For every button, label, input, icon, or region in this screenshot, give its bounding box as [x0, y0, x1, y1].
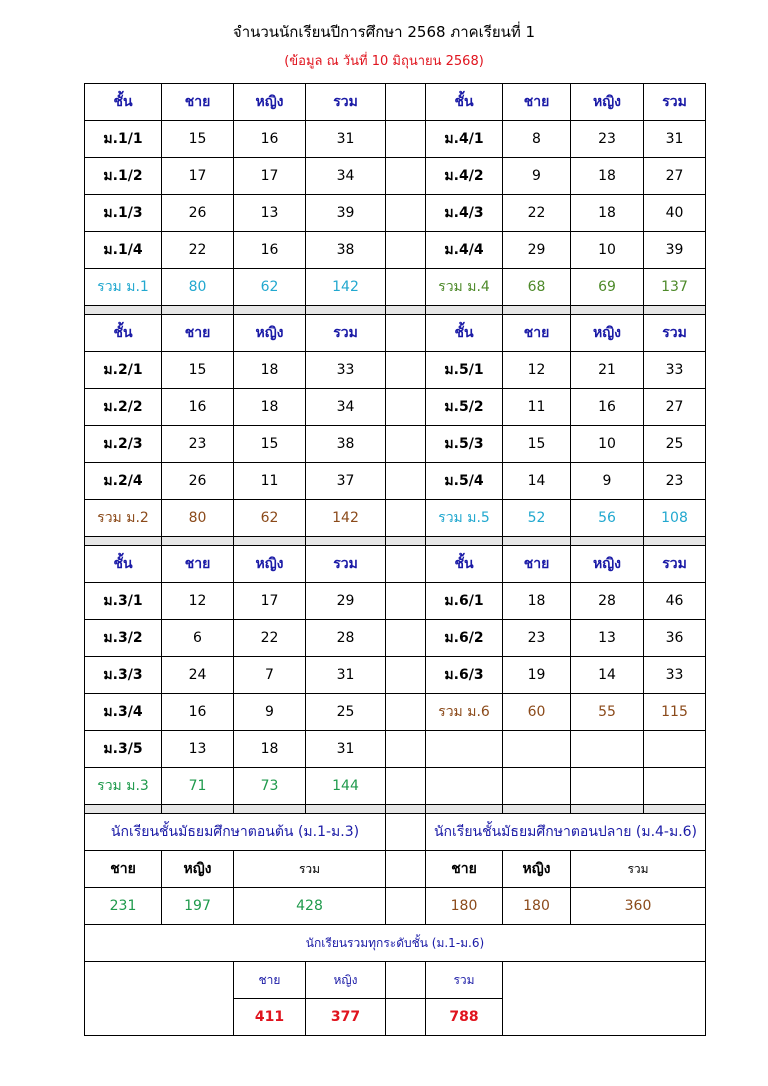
header-total: รวม: [306, 84, 386, 121]
header-total: รวม: [571, 851, 706, 888]
header-male: ชาย: [85, 851, 162, 888]
female-count: 17: [234, 158, 306, 195]
spacer-cell: [386, 121, 426, 158]
female-count: 18: [571, 158, 644, 195]
lower-grand-total: 428: [234, 888, 386, 925]
upper-female-total: 180: [503, 888, 571, 925]
female-count: 13: [234, 195, 306, 232]
male-count: 26: [162, 463, 234, 500]
male-count: 22: [162, 232, 234, 269]
male-count: 15: [162, 121, 234, 158]
female-count: 9: [571, 463, 644, 500]
subtotal-male: 71: [162, 768, 234, 805]
class-name: ม.5/1: [426, 352, 503, 389]
spacer-cell: [386, 620, 426, 657]
table-header-row: [85, 546, 706, 583]
table-row: [85, 620, 706, 657]
spacer-cell: [386, 195, 426, 232]
class-name: ม.1/2: [85, 158, 162, 195]
grand-male-total: 411: [234, 999, 306, 1036]
page-title: จำนวนนักเรียนปีการศึกษา 2568 ภาคเรียนที่ 1: [232, 23, 536, 41]
table-row: [85, 583, 706, 620]
header-female: หญิง: [306, 962, 386, 999]
female-count: 23: [571, 121, 644, 158]
header-total: รวม: [644, 84, 706, 121]
header-male: ชาย: [234, 962, 306, 999]
lower-secondary-title: นักเรียนชั้นมัธยมศึกษาตอนต้น (ม.1-ม.3): [85, 814, 386, 851]
header-female: หญิง: [234, 84, 306, 121]
header-female: หญิง: [234, 546, 306, 583]
spacer-cell: [386, 232, 426, 269]
total-count: 34: [306, 389, 386, 426]
table-row: [85, 232, 706, 269]
header-male: ชาย: [503, 84, 571, 121]
spacer-cell: [386, 463, 426, 500]
spacer-cell: [386, 962, 426, 999]
header-male: ชาย: [162, 546, 234, 583]
total-count: 27: [644, 389, 706, 426]
table-row: [85, 121, 706, 158]
header-class: ชั้น: [85, 546, 162, 583]
header-male: ชาย: [503, 546, 571, 583]
total-count: 38: [306, 426, 386, 463]
class-name: ม.2/2: [85, 389, 162, 426]
header-class: ชั้น: [426, 546, 503, 583]
total-count: 27: [644, 158, 706, 195]
class-name: ม.1/4: [85, 232, 162, 269]
total-count: 25: [644, 426, 706, 463]
male-count: 22: [503, 195, 571, 232]
table-row: [85, 352, 706, 389]
subtotal-total: 142: [306, 269, 386, 306]
total-count: 38: [306, 232, 386, 269]
total-count: 29: [306, 583, 386, 620]
header-male: ชาย: [426, 851, 503, 888]
female-count: 22: [234, 620, 306, 657]
class-name: ม.2/3: [85, 426, 162, 463]
total-count: 46: [644, 583, 706, 620]
header-male: ชาย: [162, 84, 234, 121]
upper-male-total: 180: [426, 888, 503, 925]
grand-total-title-row: [85, 925, 706, 962]
level-summary-value-row: [85, 888, 706, 925]
header-female: หญิง: [571, 84, 644, 121]
lower-female-total: 197: [162, 888, 234, 925]
subtotal-total: 144: [306, 768, 386, 805]
class-name: ม.1/1: [85, 121, 162, 158]
table-header-row: [85, 84, 706, 121]
female-count: 14: [571, 657, 644, 694]
male-count: 26: [162, 195, 234, 232]
subtotal-total: 108: [644, 500, 706, 537]
empty-cell: [85, 962, 234, 1036]
empty-cell: [644, 731, 706, 768]
male-count: 15: [503, 426, 571, 463]
upper-secondary-title: นักเรียนชั้นมัธยมศึกษาตอนปลาย (ม.4-ม.6): [426, 814, 706, 851]
spacer-cell: [386, 269, 426, 306]
male-count: 16: [162, 694, 234, 731]
male-count: 13: [162, 731, 234, 768]
level-summary-title-row: [85, 814, 706, 851]
upper-grand-total: 360: [571, 888, 706, 925]
lower-male-total: 231: [85, 888, 162, 925]
header-total: รวม: [644, 315, 706, 352]
male-count: 18: [503, 583, 571, 620]
subtotal-female: 62: [234, 269, 306, 306]
female-count: 18: [234, 731, 306, 768]
male-count: 14: [503, 463, 571, 500]
class-name: ม.4/3: [426, 195, 503, 232]
header-total: รวม: [306, 546, 386, 583]
total-count: 39: [306, 195, 386, 232]
grand-female-total: 377: [306, 999, 386, 1036]
female-count: 9: [234, 694, 306, 731]
subtotal-row: [85, 500, 706, 537]
male-count: 15: [162, 352, 234, 389]
class-name: ม.5/3: [426, 426, 503, 463]
total-count: 39: [644, 232, 706, 269]
spacer-cell: [386, 158, 426, 195]
grand-total-header-row: [85, 962, 706, 999]
subtotal-male: 80: [162, 269, 234, 306]
total-count: 37: [306, 463, 386, 500]
header-total: รวม: [644, 546, 706, 583]
class-name: ม.5/4: [426, 463, 503, 500]
header-male: ชาย: [503, 315, 571, 352]
total-count: 23: [644, 463, 706, 500]
header-class: ชั้น: [85, 315, 162, 352]
male-count: 12: [503, 352, 571, 389]
header-class: ชั้น: [85, 84, 162, 121]
male-count: 8: [503, 121, 571, 158]
spacer-cell: [386, 352, 426, 389]
female-count: 10: [571, 232, 644, 269]
subtotal-male: 60: [503, 694, 571, 731]
male-count: 19: [503, 657, 571, 694]
spacer-cell: [386, 426, 426, 463]
subtotal-label: รวม ม.2: [85, 500, 162, 537]
male-count: 16: [162, 389, 234, 426]
class-name: ม.3/2: [85, 620, 162, 657]
class-name: ม.6/1: [426, 583, 503, 620]
class-name: ม.2/1: [85, 352, 162, 389]
spacer-cell: [386, 694, 426, 731]
class-name: ม.2/4: [85, 463, 162, 500]
header-female: หญิง: [234, 315, 306, 352]
separator-row: [85, 537, 706, 546]
total-count: 40: [644, 195, 706, 232]
total-count: 31: [644, 121, 706, 158]
subtotal-male: 68: [503, 269, 571, 306]
spacer-cell: [386, 583, 426, 620]
female-count: 15: [234, 426, 306, 463]
male-count: 17: [162, 158, 234, 195]
male-count: 24: [162, 657, 234, 694]
subtotal-label: รวม ม.3: [85, 768, 162, 805]
class-name: ม.6/3: [426, 657, 503, 694]
header-male: ชาย: [162, 315, 234, 352]
empty-cell: [644, 768, 706, 805]
empty-cell: [426, 768, 503, 805]
female-count: 18: [234, 352, 306, 389]
total-count: 36: [644, 620, 706, 657]
spacer-cell: [386, 546, 426, 583]
subtotal-female: 56: [571, 500, 644, 537]
class-name: ม.3/3: [85, 657, 162, 694]
class-name: ม.3/1: [85, 583, 162, 620]
separator-row: [85, 805, 706, 814]
table-header-row: [85, 315, 706, 352]
total-count: 33: [306, 352, 386, 389]
subtotal-female: 73: [234, 768, 306, 805]
subtotal-label: รวม ม.5: [426, 500, 503, 537]
total-count: 31: [306, 731, 386, 768]
female-count: 7: [234, 657, 306, 694]
subtotal-total: 142: [306, 500, 386, 537]
class-name: ม.3/4: [85, 694, 162, 731]
spacer-cell: [386, 657, 426, 694]
female-count: 16: [234, 121, 306, 158]
class-name: ม.6/2: [426, 620, 503, 657]
male-count: 9: [503, 158, 571, 195]
empty-cell: [571, 731, 644, 768]
female-count: 18: [571, 195, 644, 232]
header-female: หญิง: [571, 315, 644, 352]
spacer-cell: [386, 389, 426, 426]
table-row: [85, 657, 706, 694]
male-count: 11: [503, 389, 571, 426]
class-name: ม.1/3: [85, 195, 162, 232]
subtotal-female: 62: [234, 500, 306, 537]
total-count: 33: [644, 352, 706, 389]
spacer-cell: [386, 731, 426, 768]
total-count: 34: [306, 158, 386, 195]
male-count: 6: [162, 620, 234, 657]
total-count: 31: [306, 657, 386, 694]
subtotal-female: 69: [571, 269, 644, 306]
spacer-cell: [386, 500, 426, 537]
total-count: 28: [306, 620, 386, 657]
empty-cell: [503, 731, 571, 768]
empty-cell: [571, 768, 644, 805]
header-class: ชั้น: [426, 84, 503, 121]
table-row: [85, 731, 706, 768]
male-count: 23: [162, 426, 234, 463]
subtotal-row: [85, 768, 706, 805]
class-name: ม.5/2: [426, 389, 503, 426]
subtotal-label: รวม ม.1: [85, 269, 162, 306]
page-subtitle: (ข้อมูล ณ วันที่ 10 มิถุนายน 2568): [284, 54, 484, 69]
table-row: [85, 158, 706, 195]
female-count: 28: [571, 583, 644, 620]
header-class: ชั้น: [426, 315, 503, 352]
spacer-cell: [386, 768, 426, 805]
grand-total-title: นักเรียนรวมทุกระดับชั้น (ม.1-ม.6): [85, 925, 706, 962]
empty-cell: [426, 731, 503, 768]
header-total: รวม: [426, 962, 503, 999]
female-count: 17: [234, 583, 306, 620]
male-count: 29: [503, 232, 571, 269]
table-row: [85, 426, 706, 463]
header-female: หญิง: [503, 851, 571, 888]
spacer-cell: [386, 84, 426, 121]
subtotal-total: 115: [644, 694, 706, 731]
female-count: 13: [571, 620, 644, 657]
female-count: 16: [571, 389, 644, 426]
subtotal-label: รวม ม.4: [426, 269, 503, 306]
spacer-cell: [386, 888, 426, 925]
subtotal-total: 137: [644, 269, 706, 306]
level-summary-header-row: [85, 851, 706, 888]
class-name: ม.3/5: [85, 731, 162, 768]
female-count: 10: [571, 426, 644, 463]
grand-overall-total: 788: [426, 999, 503, 1036]
enrollment-table: [84, 83, 706, 1036]
subtotal-label: รวม ม.6: [426, 694, 503, 731]
separator-row: [85, 306, 706, 315]
spacer-cell: [386, 814, 426, 851]
subtotal-male: 80: [162, 500, 234, 537]
spacer-cell: [386, 315, 426, 352]
table-row: [85, 195, 706, 232]
header-female: หญิง: [162, 851, 234, 888]
class-name: ม.4/1: [426, 121, 503, 158]
class-name: ม.4/2: [426, 158, 503, 195]
subtotal-row: [85, 269, 706, 306]
female-count: 21: [571, 352, 644, 389]
table-row: [85, 463, 706, 500]
spacer-cell: [386, 851, 426, 888]
total-count: 33: [644, 657, 706, 694]
female-count: 18: [234, 389, 306, 426]
subtotal-female: 55: [571, 694, 644, 731]
male-count: 23: [503, 620, 571, 657]
total-count: 25: [306, 694, 386, 731]
header-total: รวม: [306, 315, 386, 352]
table-row: [85, 389, 706, 426]
total-count: 31: [306, 121, 386, 158]
female-count: 16: [234, 232, 306, 269]
female-count: 11: [234, 463, 306, 500]
empty-cell: [503, 962, 706, 1036]
header-female: หญิง: [571, 546, 644, 583]
class-name: ม.4/4: [426, 232, 503, 269]
empty-cell: [503, 768, 571, 805]
table-row: [85, 694, 706, 731]
spacer-cell: [386, 999, 426, 1036]
header-total: รวม: [234, 851, 386, 888]
subtotal-male: 52: [503, 500, 571, 537]
male-count: 12: [162, 583, 234, 620]
